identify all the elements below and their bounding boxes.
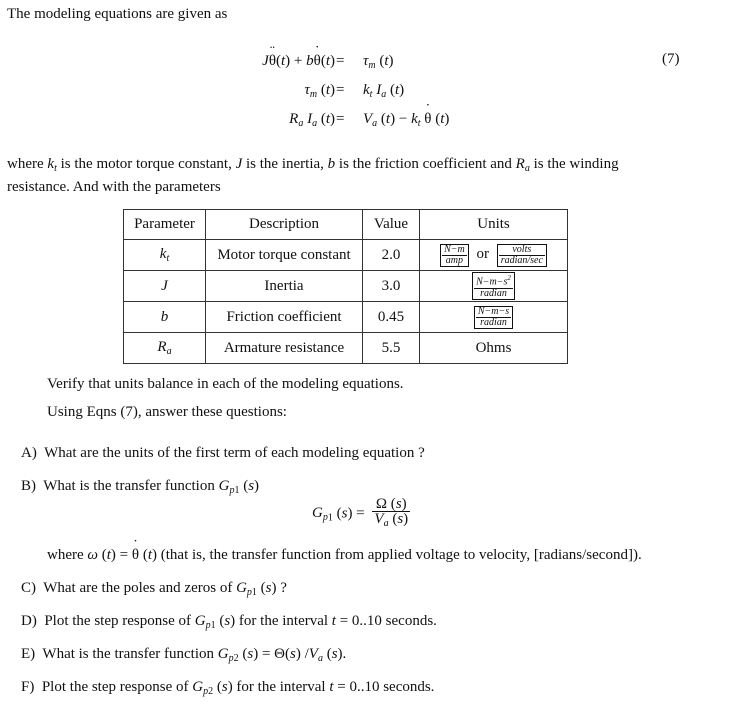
units-kt: $\frac{N-m}{\text{amp}}$ or $\frac{\text{volts}}{\text{radian/sec}}$ <box>420 240 568 271</box>
desc-Ra: Armature resistance <box>206 333 363 364</box>
question-B-where: where ω (t) = ˙ θ (t) (that is, the transfer function from applied voltage to velocity, [radians/second]). <box>47 547 642 564</box>
table-header-row <box>124 210 568 240</box>
question-E: E) What is the transfer function $G_{p2}$ (s) = Θ(s) $/V_a$ (s). <box>21 646 347 664</box>
param-J: J <box>124 271 206 302</box>
eq1-equals: = <box>336 53 345 69</box>
value-b: 0.45 <box>363 302 420 333</box>
using-text: Using Eqns (7), answer these questions: <box>47 404 287 420</box>
where-line-1: where $k_t$ is the motor torque constant, J is the inertia, b is the friction coefficient and $R_a$ is the winding <box>7 156 619 174</box>
verify-text: Verify that units balance in each of the modeling equations. <box>47 376 404 392</box>
gp1-equation: $G_{p1}$ (s) = $\frac{\Omega (s)}{V_a (s)}$ <box>312 496 409 529</box>
table-row <box>124 333 568 364</box>
eq2-equals: = <box>336 82 345 98</box>
eq3-lhs: $R_a$ $I_a$ (t) <box>289 111 335 129</box>
desc-kt: Motor torque constant <box>206 240 363 271</box>
question-B: B) What is the transfer function $G_{p1}$ (s) <box>21 478 260 496</box>
eq2-rhs: $k_t$ $I_a$ (t) <box>363 82 405 100</box>
header-parameter: Parameter <box>124 210 206 240</box>
parameter-table <box>123 209 568 364</box>
where-line-2: resistance. And with the parameters <box>7 179 221 195</box>
desc-J: Inertia <box>206 271 363 302</box>
intro-text: The modeling equations are given as <box>7 6 228 22</box>
table-row <box>124 271 568 302</box>
param-b: b <box>124 302 206 333</box>
units-b: $\frac{N-m-s}{\text{radian}}$ <box>420 302 568 333</box>
value-Ra: 5.5 <box>363 333 420 364</box>
table-row <box>124 240 568 271</box>
param-Ra: $R_a$ <box>124 333 206 364</box>
equation-number: (7) <box>662 51 680 67</box>
units-Ra: Ohms <box>420 333 568 364</box>
header-units: Units <box>420 210 568 240</box>
question-C: C) What are the poles and zeros of $G_{p1}$ (s) ? <box>21 580 287 598</box>
question-F: F) Plot the step response of $G_{p2}$ (s) for the interval t = 0..10 seconds. <box>21 679 435 697</box>
eq2-lhs: $\tau_m$ (t) <box>304 82 335 100</box>
value-kt: 2.0 <box>363 240 420 271</box>
desc-b: Friction coefficient <box>206 302 363 333</box>
question-A: A) What are the units of the first term of each modeling equation ? <box>21 445 425 461</box>
question-D: D) Plot the step response of $G_{p1}$ (s) for the interval t = 0..10 seconds. <box>21 613 437 631</box>
param-kt: $k_t$ <box>124 240 206 271</box>
header-description: Description <box>206 210 363 240</box>
table-row <box>124 302 568 333</box>
eq3-rhs: $V_a$ $(t) - k_t$ ˙ θ (t) <box>363 108 449 130</box>
eq1-lhs: J¨ θ(t) + b˙ θ(t) <box>225 50 335 72</box>
eq3-equals: = <box>336 111 345 127</box>
value-J: 3.0 <box>363 271 420 302</box>
header-value: Value <box>363 210 420 240</box>
eq1-rhs: $\tau_m$ (t) <box>363 53 394 71</box>
units-J: $\frac{N-m-s^2}{\text{radian}}$ <box>420 271 568 302</box>
